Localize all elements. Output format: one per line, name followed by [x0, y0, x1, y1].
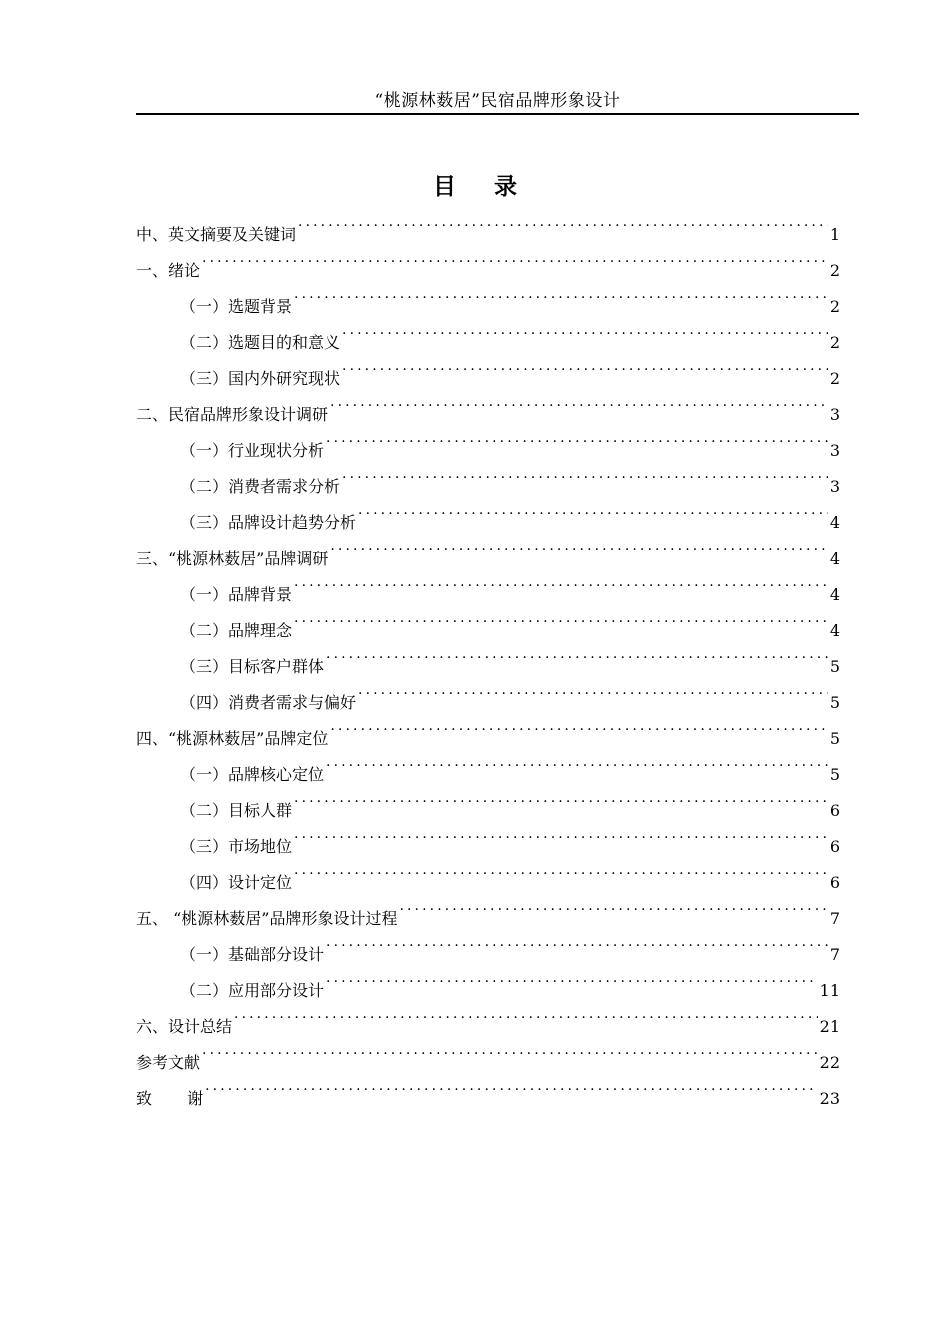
- toc-entry[interactable]: [136, 1068, 840, 1108]
- toc-leader-dots: [202, 240, 828, 276]
- toc-leader-dots: [326, 636, 828, 672]
- toc-entry-page-number: 7: [829, 909, 840, 928]
- toc-entry-page-number: 6: [829, 873, 840, 892]
- toc-entry-label: （一）选题背景: [180, 297, 293, 316]
- toc-entry-label: 一、绪论: [136, 261, 201, 280]
- toc-entry-page-number: 23: [819, 1089, 840, 1108]
- toc-entry-label: 四、“桃源林薮居”品牌定位: [136, 729, 329, 748]
- toc-leader-dots: [399, 888, 827, 924]
- toc-entry-page-number: 4: [829, 621, 840, 640]
- toc-leader-dots: [294, 564, 828, 600]
- toc-entry-label: （三）市场地位: [180, 837, 293, 856]
- toc-entry-label: （三）目标客户群体: [180, 657, 325, 676]
- toc-entry[interactable]: [136, 276, 840, 316]
- toc-entry-label: （二）目标人群: [180, 801, 293, 820]
- toc-entry-label: （四）设计定位: [180, 873, 293, 892]
- toc-leader-dots: [294, 816, 828, 852]
- toc-entry-label: （一）基础部分设计: [180, 945, 325, 964]
- running-header-title: “桃源林薮居”民宿品牌形象设计: [374, 91, 621, 111]
- toc-entry-page-number: 4: [829, 585, 840, 604]
- toc-entry-label: （二）应用部分设计: [180, 981, 325, 1000]
- toc-entry-label: 参考文献: [136, 1053, 201, 1072]
- toc-entry-label: （一）品牌背景: [180, 585, 293, 604]
- toc-leader-dots: [342, 348, 828, 384]
- toc-entry-page-number: 3: [829, 405, 840, 424]
- toc-leader-dots: [326, 960, 818, 996]
- toc-list: [136, 204, 840, 1108]
- toc-entry-page-number: 5: [829, 729, 840, 748]
- toc-entry-label: （二）品牌理念: [180, 621, 293, 640]
- toc-entry-page-number: 22: [819, 1053, 840, 1072]
- toc-entry-label: 中、英文摘要及关键词: [136, 225, 297, 244]
- toc-leader-dots: [358, 672, 828, 708]
- header-divider: [136, 113, 859, 115]
- toc-entry-page-number: 6: [829, 837, 840, 856]
- toc-entry-page-number: 6: [829, 801, 840, 820]
- toc-leader-dots: [358, 492, 828, 528]
- toc-entry-page-number: 3: [829, 477, 840, 496]
- toc-entry-label: 三、“桃源林薮居”品牌调研: [136, 549, 329, 568]
- toc-entry-label: （四）消费者需求与偏好: [180, 693, 357, 712]
- toc-entry-page-number: 5: [829, 693, 840, 712]
- toc-leader-dots: [342, 312, 828, 348]
- toc-entry-page-number: 3: [829, 441, 840, 460]
- toc-leader-dots: [326, 924, 828, 960]
- toc-entry-label: 二、民宿品牌形象设计调研: [136, 405, 329, 424]
- toc-leader-dots: [342, 456, 828, 492]
- toc-entry[interactable]: [136, 996, 840, 1036]
- toc-entry[interactable]: [136, 240, 840, 280]
- toc-entry-page-number: 5: [829, 765, 840, 784]
- toc-entry-page-number: 2: [829, 333, 840, 352]
- toc-entry-label: （三）品牌设计趋势分析: [180, 513, 357, 532]
- toc-entry-page-number: 5: [829, 657, 840, 676]
- toc-leader-dots: [330, 384, 828, 420]
- toc-leader-dots: [294, 276, 828, 312]
- toc-entry-page-number: 21: [819, 1017, 840, 1036]
- toc-title: 目录: [433, 173, 555, 200]
- toc-entry-page-number: 2: [829, 297, 840, 316]
- toc-entry-label: （一）行业现状分析: [180, 441, 325, 460]
- toc-leader-dots: [202, 1032, 818, 1068]
- toc-leader-dots: [326, 744, 828, 780]
- toc-entry-label: （一）品牌核心定位: [180, 765, 325, 784]
- toc-leader-dots: [330, 528, 827, 564]
- toc-entry-page-number: 2: [829, 261, 840, 280]
- toc-leader-dots: [294, 780, 828, 816]
- toc-entry-label: （三）国内外研究现状: [180, 369, 341, 388]
- toc-entry-label: 五、 “桃源林薮居”品牌形象设计过程: [136, 909, 398, 928]
- toc-entry[interactable]: [136, 1032, 840, 1072]
- toc-entry-page-number: 4: [829, 549, 840, 568]
- toc-leader-dots: [205, 1068, 818, 1104]
- toc-leader-dots: [298, 204, 828, 240]
- toc-entry-page-number: 4: [829, 513, 840, 532]
- toc-entry-page-number: 11: [819, 981, 840, 1000]
- toc-entry-label: （二）消费者需求分析: [180, 477, 341, 496]
- toc-entry-label: 致 谢: [136, 1089, 204, 1108]
- toc-leader-dots: [234, 996, 818, 1032]
- toc-entry-label: （二）选题目的和意义: [180, 333, 341, 352]
- toc-entry[interactable]: [136, 204, 840, 244]
- toc-entry-page-number: 1: [829, 225, 840, 244]
- toc-leader-dots: [294, 600, 828, 636]
- toc-entry-page-number: 7: [829, 945, 840, 964]
- toc-entry-label: 六、设计总结: [136, 1017, 233, 1036]
- toc-leader-dots: [330, 708, 827, 744]
- toc-leader-dots: [326, 420, 828, 456]
- toc-leader-dots: [294, 852, 828, 888]
- toc-entry-page-number: 2: [829, 369, 840, 388]
